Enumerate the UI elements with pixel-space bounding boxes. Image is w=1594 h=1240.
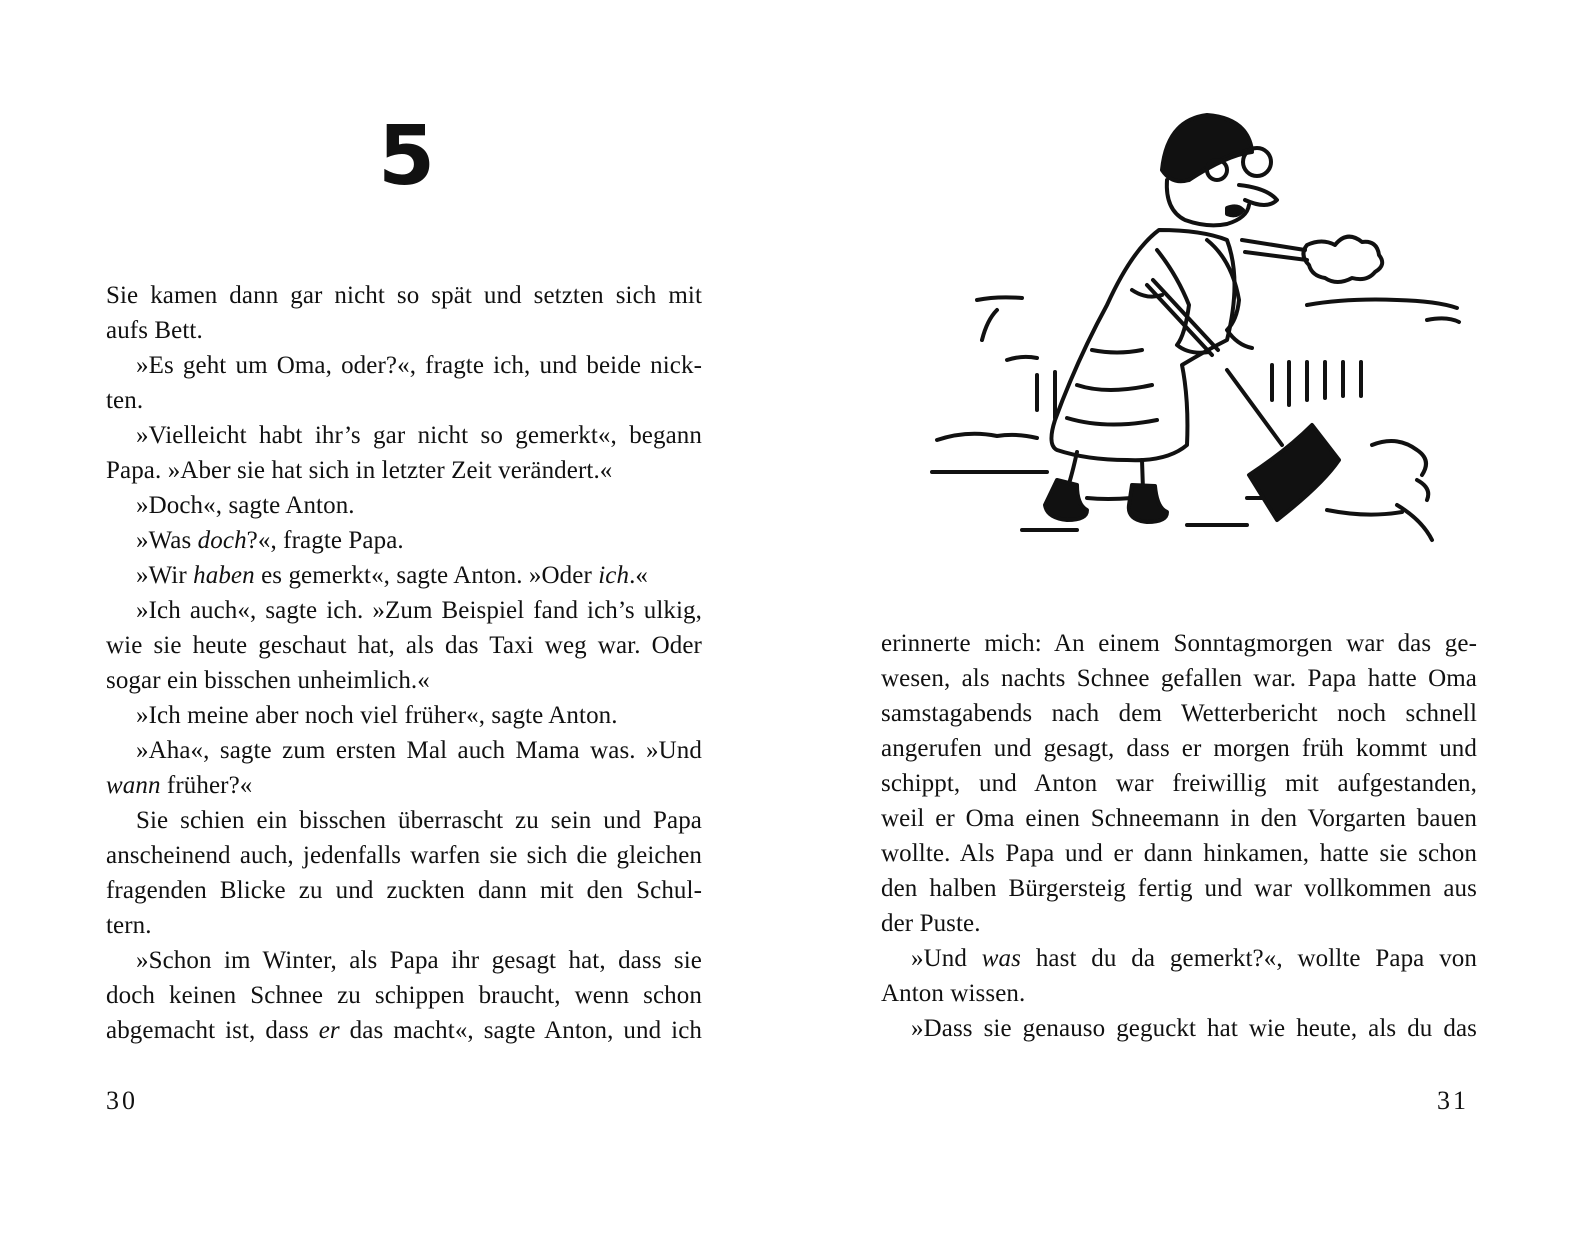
- fence-posts: [1037, 362, 1361, 418]
- right-page-text: [881, 626, 1477, 1046]
- text-fragment: schippt, und Anton war freiwillig mit aufgestanden,: [881, 770, 1477, 797]
- text-line: [881, 976, 1477, 1011]
- text-fragment: anscheinend auch, jedenfalls warfen sie sich die gleichen: [106, 842, 702, 869]
- emphasis-text: doch: [197, 527, 247, 554]
- text-line: [106, 383, 702, 418]
- text-fragment: der Puste.: [881, 910, 981, 937]
- text-line: [881, 871, 1477, 906]
- text-fragment: wollte. Als Papa und er dann hinkamen, hatte sie schon: [881, 840, 1477, 867]
- right-page: [797, 0, 1594, 1240]
- emphasis-text: er: [318, 1017, 340, 1044]
- text-fragment: »Es geht um Oma, oder?«, fragte ich, und beide nick-: [136, 352, 702, 379]
- text-line: [106, 838, 702, 873]
- text-line: [106, 628, 702, 663]
- text-line: [106, 348, 702, 383]
- text-line: [106, 943, 702, 978]
- text-fragment: weil er Oma einen Schneemann in den Vorgarten bauen: [881, 805, 1477, 832]
- text-line: [106, 418, 702, 453]
- page-number-left: 30: [106, 1086, 138, 1115]
- emphasis-text: ich: [598, 562, 630, 589]
- text-fragment: sogar ein bisschen unheimlich.«: [106, 667, 430, 694]
- text-line: [106, 908, 702, 943]
- text-fragment: »Ich auch«, sagte ich. »Zum Beispiel fand ich’s ulkig,: [136, 597, 702, 624]
- text-fragment: »Dass sie genauso geguckt hat wie heute, als du das: [911, 1015, 1477, 1042]
- text-fragment: »Doch«, sagte Anton.: [136, 492, 355, 519]
- text-line: [106, 523, 702, 558]
- boot-left: [1045, 480, 1087, 520]
- eye-right: [1243, 148, 1271, 176]
- page-number-right: 31: [1437, 1086, 1469, 1115]
- text-fragment: Sie kamen dann gar nicht so spät und setzten sich mit: [106, 282, 702, 309]
- text-line: [106, 453, 702, 488]
- coat: [1051, 230, 1234, 460]
- text-fragment: »Vielleicht habt ihr’s gar nicht so gemerkt«, begann: [136, 422, 702, 449]
- snow-wall-left: [977, 297, 1037, 360]
- nose: [1239, 185, 1277, 205]
- text-line: [881, 941, 1477, 976]
- breath-lines: [1242, 240, 1307, 260]
- text-fragment: aufs Bett.: [106, 317, 203, 344]
- arm-right: [1207, 240, 1252, 348]
- text-fragment: doch keinen Schnee zu schippen braucht, wenn schon: [106, 982, 702, 1009]
- shovel-blade: [1249, 425, 1339, 520]
- breath-cloud: [1303, 237, 1382, 282]
- text-line: [106, 593, 702, 628]
- text-fragment: Papa. »Aber sie hat sich in letzter Zeit verändert.«: [106, 457, 613, 484]
- text-line: [881, 1011, 1477, 1046]
- text-line: [106, 313, 702, 348]
- text-fragment: samstagabends nach dem Wetterbericht noch schnell: [881, 700, 1477, 727]
- text-fragment: »Aha«, sagte zum ersten Mal auch Mama was. »Und: [136, 737, 702, 764]
- text-fragment: das macht«, sagte Anton, und ich: [339, 1017, 702, 1044]
- text-fragment: Anton wissen.: [881, 980, 1026, 1007]
- text-line: [106, 698, 702, 733]
- chapter-number: 5: [378, 109, 436, 204]
- text-fragment: den halben Bürgersteig fertig und war vollkommen aus: [881, 875, 1477, 902]
- text-line: [106, 873, 702, 908]
- text-line: [106, 558, 702, 593]
- text-fragment: hast du da gemerkt?«, wollte Papa von: [1021, 945, 1477, 972]
- text-line: [881, 731, 1477, 766]
- text-line: [106, 803, 702, 838]
- text-line: [106, 733, 702, 768]
- text-fragment: fragenden Blicke zu und zuckten dann mit den Schul-: [106, 877, 702, 904]
- text-fragment: wesen, als nachts Schnee gefallen war. Papa hatte Oma: [881, 665, 1477, 692]
- snow-wall-right: [1307, 300, 1459, 322]
- text-fragment: »Ich meine aber noch viel früher«, sagte Anton.: [136, 702, 618, 729]
- text-line: [881, 626, 1477, 661]
- grandma-shoveling-snow-illustration: [927, 100, 1487, 550]
- text-line: [881, 906, 1477, 941]
- text-line: [881, 696, 1477, 731]
- text-line: [881, 836, 1477, 871]
- text-fragment: »Was: [136, 527, 198, 554]
- text-fragment: »Und: [911, 945, 982, 972]
- emphasis-text: was: [981, 945, 1021, 972]
- text-line: [881, 661, 1477, 696]
- text-fragment: .«: [629, 562, 649, 589]
- text-line: [106, 768, 702, 803]
- text-fragment: früher?«: [160, 772, 253, 799]
- boot-right: [1129, 485, 1167, 522]
- text-fragment: tern.: [106, 912, 152, 939]
- shovel-handle: [1147, 280, 1282, 445]
- emphasis-text: wann: [106, 772, 161, 799]
- snow-pile: [1372, 441, 1432, 540]
- text-fragment: erinnerte mich: An einem Sonntagmorgen war das ge-: [881, 630, 1477, 657]
- text-fragment: »Schon im Winter, als Papa ihr gesagt hat, dass sie: [136, 947, 702, 974]
- text-fragment: »Wir: [136, 562, 194, 589]
- text-fragment: abgemacht ist, dass: [106, 1017, 319, 1044]
- text-fragment: es gemerkt«, sagte Anton. »Oder: [254, 562, 599, 589]
- mouth: [1227, 206, 1243, 215]
- left-page-text: [106, 278, 702, 1048]
- text-line: [106, 1013, 702, 1048]
- text-fragment: Sie schien ein bisschen überrascht zu sein und Papa: [136, 807, 702, 834]
- text-line: [106, 488, 702, 523]
- text-line: [106, 978, 702, 1013]
- text-fragment: wie sie heute geschaut hat, als das Taxi weg war. Oder: [106, 632, 702, 659]
- emphasis-text: haben: [193, 562, 255, 589]
- text-fragment: ten.: [106, 387, 144, 414]
- text-line: [106, 278, 702, 313]
- text-line: [106, 663, 702, 698]
- text-fragment: angerufen und gesagt, dass er morgen früh kommt und: [881, 735, 1477, 762]
- text-line: [881, 766, 1477, 801]
- text-fragment: ?«, fragte Papa.: [246, 527, 404, 554]
- text-line: [881, 801, 1477, 836]
